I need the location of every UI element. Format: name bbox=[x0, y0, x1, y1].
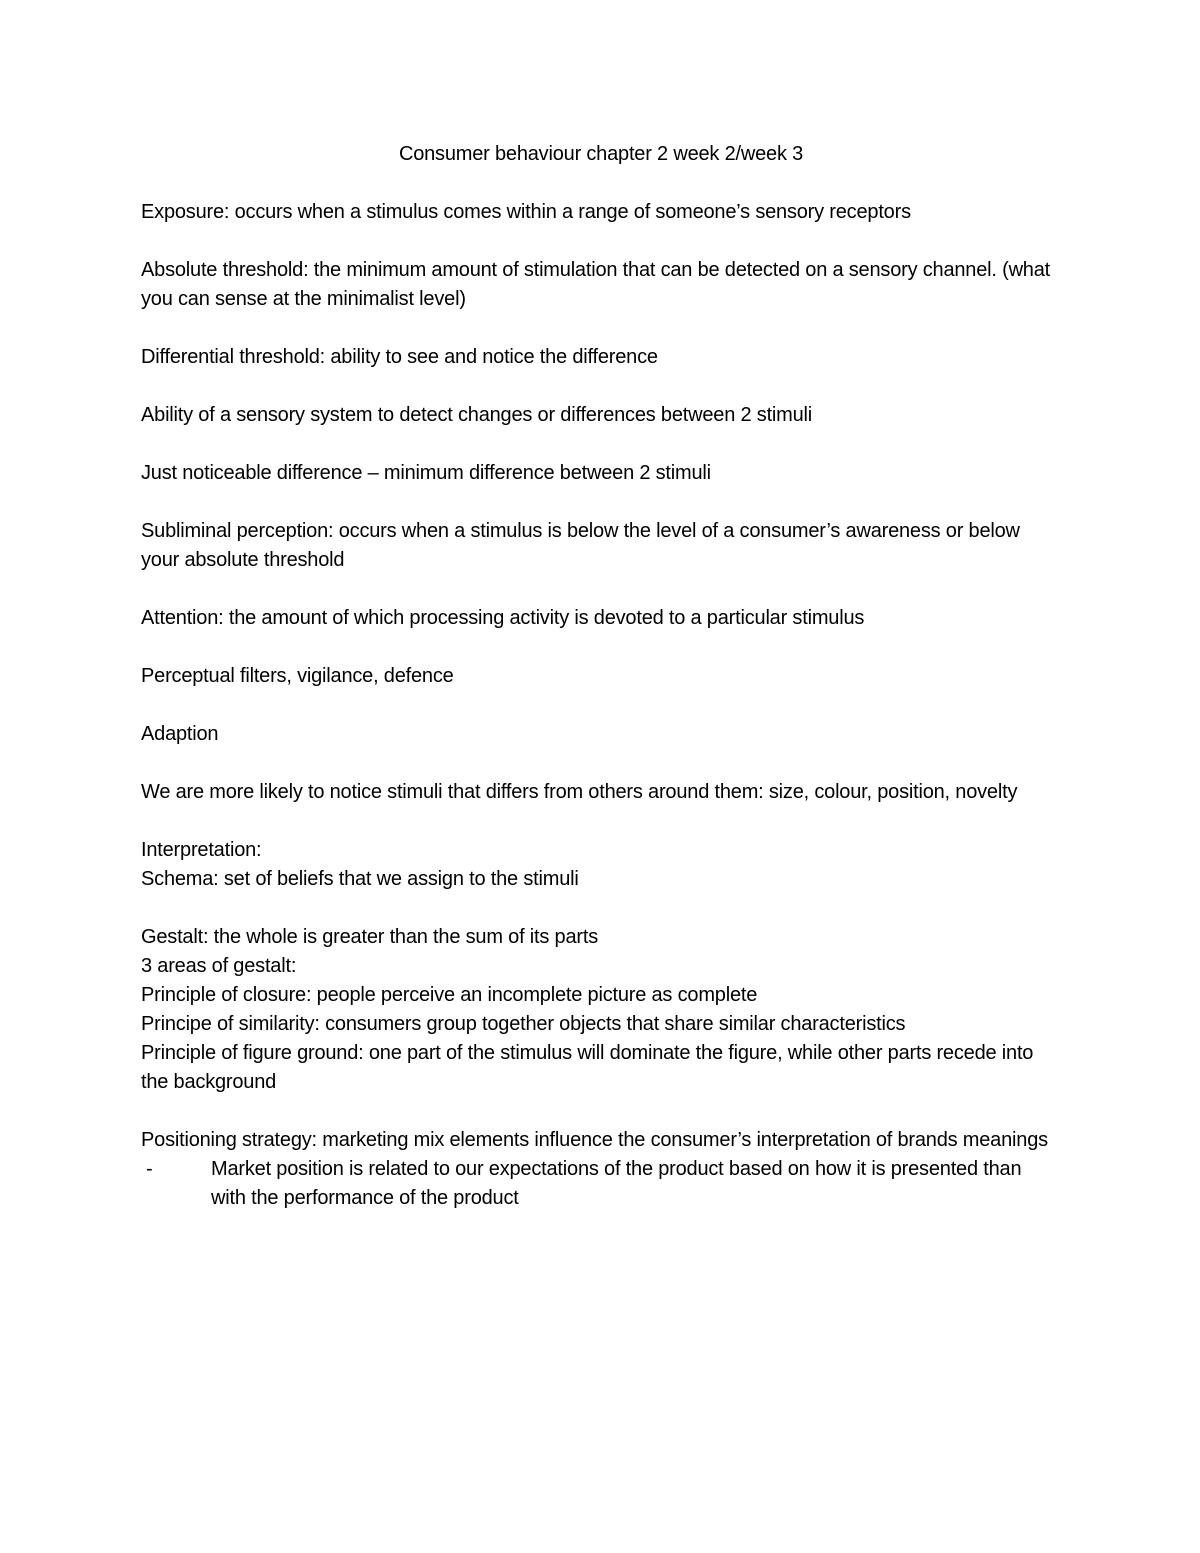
positioning-strategy: Positioning strategy: marketing mix elements influence the consumer’s interpretation of brands meanings bbox=[141, 1129, 1048, 1151]
section-interpretation bbox=[141, 836, 1061, 894]
paragraph-sensory-ability: Ability of a sensory system to detect changes or differences between 2 stimuli bbox=[141, 404, 813, 426]
paragraph-adaption: Adaption bbox=[141, 723, 219, 745]
gestalt-areas-heading: 3 areas of gestalt: bbox=[141, 955, 297, 977]
document-title: Consumer behaviour chapter 2 week 2/week 3 bbox=[398, 143, 804, 165]
principle-figure-ground: Principle of figure ground: one part of the stimulus will dominate the figure, while other parts recede into the background bbox=[141, 1042, 1034, 1093]
bullet-list-item bbox=[141, 1155, 1061, 1213]
paragraph-perceptual-filters: Perceptual filters, vigilance, defence bbox=[141, 665, 454, 687]
bullet-text: Market position is related to our expectations of the product based on how it is presented than with the performance of the product bbox=[211, 1158, 1022, 1209]
paragraph-absolute-threshold: Absolute threshold: the minimum amount of stimulation that can be detected on a sensory channel. (what you can sense at the minimalist level) bbox=[141, 259, 1051, 310]
schema-definition: Schema: set of beliefs that we assign to the stimuli bbox=[141, 868, 579, 890]
section-positioning bbox=[141, 1126, 1061, 1213]
section-gestalt bbox=[141, 923, 1061, 1097]
bullet-marker: - bbox=[146, 1158, 153, 1180]
paragraph-exposure: Exposure: occurs when a stimulus comes within a range of someone’s sensory receptors bbox=[141, 201, 911, 223]
gestalt-definition: Gestalt: the whole is greater than the sum of its parts bbox=[141, 926, 599, 948]
paragraph-attention: Attention: the amount of which processing activity is devoted to a particular stimulus bbox=[141, 607, 865, 629]
paragraph-differential-threshold: Differential threshold: ability to see and notice the difference bbox=[141, 346, 658, 368]
principle-closure: Principle of closure: people perceive an incomplete picture as complete bbox=[141, 984, 758, 1006]
document-body bbox=[141, 140, 1061, 1242]
paragraph-just-noticeable-difference: Just noticeable difference – minimum difference between 2 stimuli bbox=[141, 462, 711, 484]
principle-similarity: Principe of similarity: consumers group together objects that share similar characteristics bbox=[141, 1013, 906, 1035]
interpretation-heading: Interpretation: bbox=[141, 839, 262, 861]
paragraph-subliminal-perception: Subliminal perception: occurs when a stimulus is below the level of a consumer’s awareness or below your absolute threshold bbox=[141, 520, 1020, 571]
paragraph-notice-stimuli: We are more likely to notice stimuli that differs from others around them: size, colour, position, novelty bbox=[141, 781, 1018, 803]
